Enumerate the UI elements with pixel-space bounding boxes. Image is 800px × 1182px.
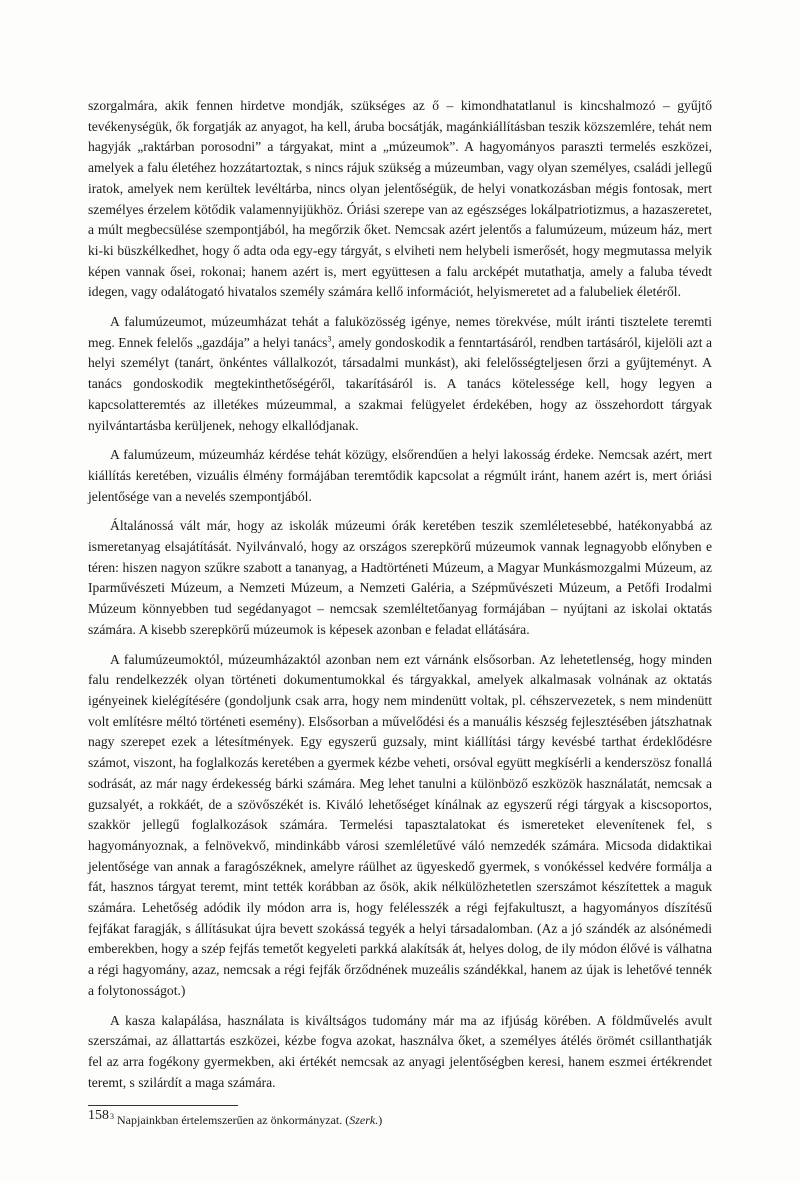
paragraph-2	[88, 312, 712, 436]
footnote-divider	[88, 1105, 238, 1106]
paragraph-6: A kasza kalapálása, használata is kiváltságos tudomány már ma az ifjúság körében. A földművelés avult szerszámai, az állattartás eszközei, kézbe fogva azokat, használva őket, a személyes átélés örömét csillanthatják fel az arra fogékony gyermekben, aki értékét nemcsak az anyagi jelentőségben keresi, hanem eszmei értékrendet teremt, s szilárdít a maga számára.	[88, 1012, 712, 1090]
paragraph-4: Általánossá vált már, hogy az iskolák múzeumi órák keretében teszik szemléletesebbé, hatékonyabbá az ismeretanyag elsajátítását. Nyilvánvaló, hogy az országos szerepkörű múzeumok vannak legnagyobb előnyben e téren: hiszen nagyon szűkre szabott a tananyag, a Hadtörténeti Múzeum, a Magyar Munkásmozgalmi Múzeum, az Iparművészeti Múzeum, a Nemzeti Múzeum, a Nemzeti Galéria, a Szépművészeti Múzeum, a Petőfi Irodalmi Múzeum könnyebben tud segédanyagot – nemcsak szemléltetőanyag formájában – nyújtani az iskolai oktatás számára. A kisebb szerepkörű múzeumok is képesek azonban e feladat ellátására.	[88, 518, 712, 637]
paragraph-2-part-1: A falumúzeumot, múzeumházat tehát a faluközösség igénye, nemes törekvése, múlt iránti tisztelete teremti meg. Ennek felelős „gazdája” a helyi tanács	[88, 314, 712, 350]
footnote	[88, 1112, 712, 1128]
footnote-reference: 3	[327, 334, 332, 344]
page-body	[88, 96, 712, 1142]
footnote-closing: )	[378, 1113, 383, 1128]
paragraph-3: A falumúzeum, múzeumház kérdése tehát közügy, elsőrendűen a helyi lakosság érdeke. Nemcsak azért, mert kiállítás keretében, vizuális élmény formájában teremtődik kapcsolat a régmúlt iránt, hanem azért is, mert óriási jelentősége van a nevelés szempontjából.	[88, 447, 712, 504]
paragraph-2-part-2: , amely gondoskodik a fenntartásáról, rendben tartásáról, kijelöli azt a helyi személyt (tanárt, önkéntes vállalkozót, társadalmi munkást), aki felelősségteljesen őrzi a gyűjteményt. A tanács gondoskodik megtekinthetőségéről, takarításáról is. A tanács kötelessége kell, hogy legyen a kapcsolatteremtés az illetékes múzeummal, a szakmai felügyelet érdekében, hogy az összehordott tárgyak nyilvántartásba kerüljenek, nehogy elkallódjanak.	[88, 334, 712, 433]
footnote-text: Napjainkban értelemszerűen az önkormányzat. (	[117, 1113, 350, 1128]
footnote-marker: 3	[110, 1112, 114, 1122]
paragraph-5: A falumúzeumoktól, múzeumházaktól azonban nem ezt várnánk elsősorban. Az lehetetlenség, hogy minden falu rendelkezzék olyan történeti dokumentumokkal és tárgyakkal, amelyek alkalmasak volnának az oktatás igényeinek kielégítésére (gondoljunk csak arra, hogy nem mindenütt voltak, pl. céhszervezetek, s nem mindenütt volt említésre méltó történeti esemény). Elsősorban a művelődési és a manuális készség fejlesztésében játszhatnak nagy szerepet ezek a létesítmények. Egy egyszerű guzsaly, mint kiállítási tárgy kevésbé tarthat érdeklődésre számot, viszont, ha foglalkozás keretében a gyermek kézbe veheti, orsóval együtt megkísérli a kenderszösz fonallá sodrását, az már nagy érdekesség bárki számára. Meg lehet tanulni a különböző eszközök használatát, nemcsak a guzsalyét, a rokkáét, de a szövőszékét is. Kiváló lehetőséget kínálnak az egyszerű régi tárgyak a kiscsoportos, szakkör jellegű foglalkozások számára. Termelési tapasztalatokat és ismereteket elevenítenek fel, s hagyományoznak, a felnövekvő, mindinkább városi szemléletűvé váló nemzedék számára. Micsoda didaktikai jelentősége van annak a faragószéknek, amelyre ráülhet az ügyeskedő gyermek, s vonókéssel kedvére formálja a fát, hasznos tárgyat teremt, mint tették korábban az ősök, akik nélkülözhetetlen szerszámot készítettek a maguk számára. Lehetőség adódik ily módon arra is, hogy felélesszék a régi fejfakultuszt, a hagyományos díszítésű fejfákat faragják, s állításukat újra bevett szokássá tegyék a helyi társadalomban. (Az a jó szándék az alsónémedi emberekben, hogy a szép fejfás temetőt kegyeleti parkká alakítsák át, helyes dolog, de ily módon élővé is válhatna a régi hagyomány, azaz, nemcsak a régi fejfák őrződnének muzeális szándékkal, hanem az újak is lehetővé tennék a folytonosságot.)	[88, 651, 712, 998]
page-number: 158	[88, 1108, 109, 1123]
paragraph-1: szorgalmára, akik fennen hirdetve mondják, szükséges az ő – kimondhatatlanul is kincshalmozó – gyűjtő tevékenységük, ők forgatják az anyagot, ha kell, áruba bocsátják, magánkiállításban teszik közszemlére, tehát nem hagyják „raktárban porosodni” a tárgyakat, mint a „múzeumok”. A hagyományos paraszti termelés eszközei, amelyek a falu életéhez hozzátartoztak, s nincs rájuk szükség a múzeumban, vagy olyan személyes, családi jellegű iratok, amelyek nem kerültek levéltárba, nincs olyan jelentőségük, de helyi vonatkozásban mégis fontosak, mert személyes érzelem kötődik valamennyijükhöz. Óriási szerepe van az egészséges lokálpatriotizmus, a hazaszeretet, a múlt megbecsülése szempontjából, ha megőrzik őket. Nemcsak azért jelentős a falumúzeum, múzeum ház, mert ki-ki büszkélkedhet, hogy ő adta oda egy-egy tárgyát, s elviheti nem helybeli ismerősét, hogy megmutassa melyik képen vannak ősei, rokonai; hanem azért is, mert együttesen a falu arcképét mutathatja, amely a faluba tévedt idegen, vagy odalátogató hivatalos személy számára kellő információt, helyismeretet ad a falubeliek életéről.	[88, 98, 712, 300]
footnote-source: Szerk.	[349, 1113, 379, 1128]
